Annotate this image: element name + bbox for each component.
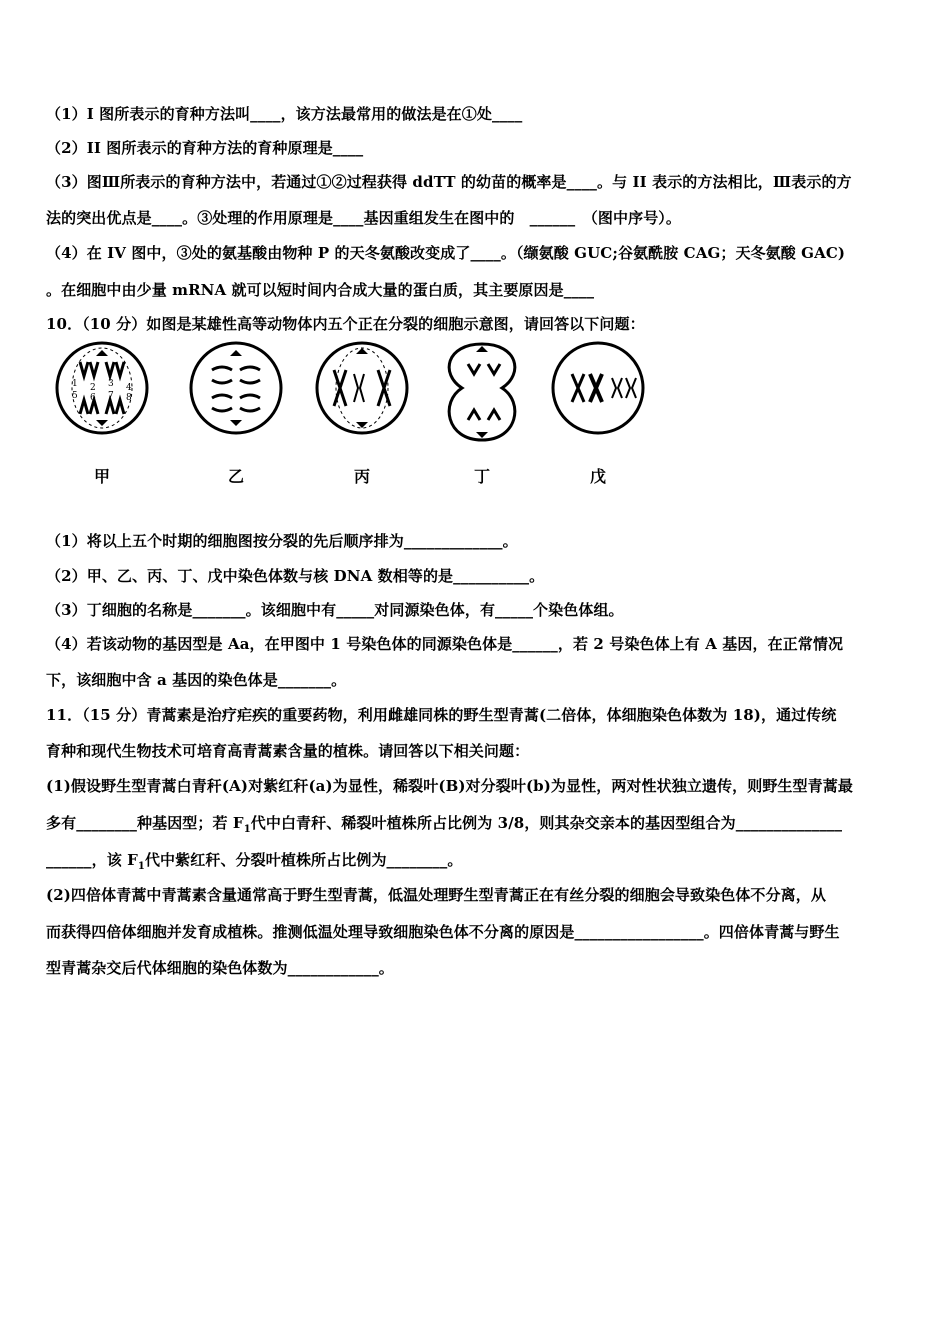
cell-number: 7	[108, 391, 114, 401]
q11-part1-line2-post: 代中白青秆、稀裂叶植株所占比例为 3/8，则其杂交亲本的基因型组合为______________	[250, 814, 843, 832]
q9-part4-line2: 。在细胞中由少量 mRNA 就可以短时间内合成大量的蛋白质，其主要原因是____	[46, 281, 595, 299]
cell-number: 8	[126, 393, 132, 403]
q11-part1-line3-post: 代中紫红秆、分裂叶植株所占比例为________。	[144, 851, 463, 869]
q10-part3: （3）丁细胞的名称是_______。该细胞中有_____对同源染色体，有_____个染色体组。	[46, 601, 624, 619]
cell-yi	[191, 343, 281, 433]
q9-part2: （2）II 图所表示的育种方法的育种原理是____	[46, 139, 364, 157]
q9-part3-line1: （3）图Ⅲ所表示的育种方法中，若通过①②过程获得 ddTT 的幼苗的概率是____。与 II 表示的方法相比，Ⅲ表示的方	[46, 173, 852, 191]
cell-number: 5	[72, 391, 78, 401]
cell-label-ding: 丁	[474, 467, 491, 486]
cell-number: 4	[126, 383, 132, 393]
cell-number: 6	[90, 393, 96, 403]
q11-part2-line2: 而获得四倍体细胞并发育成植株。推测低温处理导致细胞染色体不分离的原因是_________________。四倍体青蒿与野生	[46, 923, 840, 941]
q11-part1-line2	[46, 813, 842, 840]
subscript: 1	[243, 824, 251, 835]
q10-part4-line1: （4）若该动物的基因型是 Aa，在甲图中 1 号染色体的同源染色体是______，若 2 号染色体上有 A 基因，在正常情况	[46, 635, 844, 653]
cell-bing	[317, 343, 407, 433]
q11-part1-line1: (1)假设野生型青蒿白青秆(A)对紫红秆(a)为显性，稀裂叶(B)对分裂叶(b)为显性，两对性状独立遗传，则野生型青蒿最	[46, 777, 853, 795]
cell-label-wu: 戊	[590, 467, 607, 486]
q11-part2-line1: (2)四倍体青蒿中青蒿素含量通常高于野生型青蒿，低温处理野生型青蒿正在有丝分裂的细胞会导致染色体不分离，从	[46, 886, 826, 904]
cell-jia	[57, 343, 147, 433]
q9-part3-line2: 法的突出优点是____。③处理的作用原理是____基因重组发生在图中的 ______ （图中序号）。	[46, 209, 682, 227]
q10-part4-line2: 下，该细胞中含 a 基因的染色体是_______。	[46, 671, 347, 689]
q9-part1: （1）I 图所表示的育种方法叫____，该方法最常用的做法是在①处____	[46, 105, 523, 123]
cell-label-yi: 乙	[228, 467, 245, 486]
cell-label-bing: 丙	[354, 467, 371, 486]
cell-division-figure	[50, 340, 660, 500]
q11-stem-line2: 育种和现代生物技术可培育高青蒿素含量的植株。请回答以下相关问题：	[46, 742, 530, 760]
q11-part1-line3-pre: ______，该 F	[46, 851, 138, 869]
q11-part1-line3	[46, 850, 462, 877]
q10-part1: （1）将以上五个时期的细胞图按分裂的先后顺序排为_____________。	[46, 532, 518, 550]
cell-number: 1	[72, 379, 78, 389]
q9-part4-line1: （4）在 IV 图中，③处的氨基酸由物种 P 的天冬氨酸改变成了____。（缬氨酸 GUC;谷氨酰胺 CAG；天冬氨酸 GAC)	[46, 244, 846, 262]
cell-wu	[553, 343, 643, 433]
subscript: 1	[137, 861, 145, 872]
cell-label-jia: 甲	[94, 467, 111, 486]
q10-stem: 10．（10 分）如图是某雄性高等动物体内五个正在分裂的细胞示意图，请回答以下问题：	[46, 315, 645, 333]
q11-stem-line1: 11．（15 分）青蒿素是治疗疟疾的重要药物，利用雌雄同株的野生型青蒿(二倍体，体细胞染色体数为 18)，通过传统	[46, 706, 837, 724]
q11-part1-line2-pre: 多有________种基因型；若 F	[46, 814, 244, 832]
q11-part2-line3: 型青蒿杂交后代体细胞的染色体数为____________。	[46, 959, 394, 977]
cell-number: 2	[90, 383, 96, 393]
cell-ding	[449, 344, 515, 440]
q10-part2: （2）甲、乙、丙、丁、戊中染色体数与核 DNA 数相等的是__________。	[46, 567, 545, 585]
cell-number: 3	[108, 379, 114, 389]
